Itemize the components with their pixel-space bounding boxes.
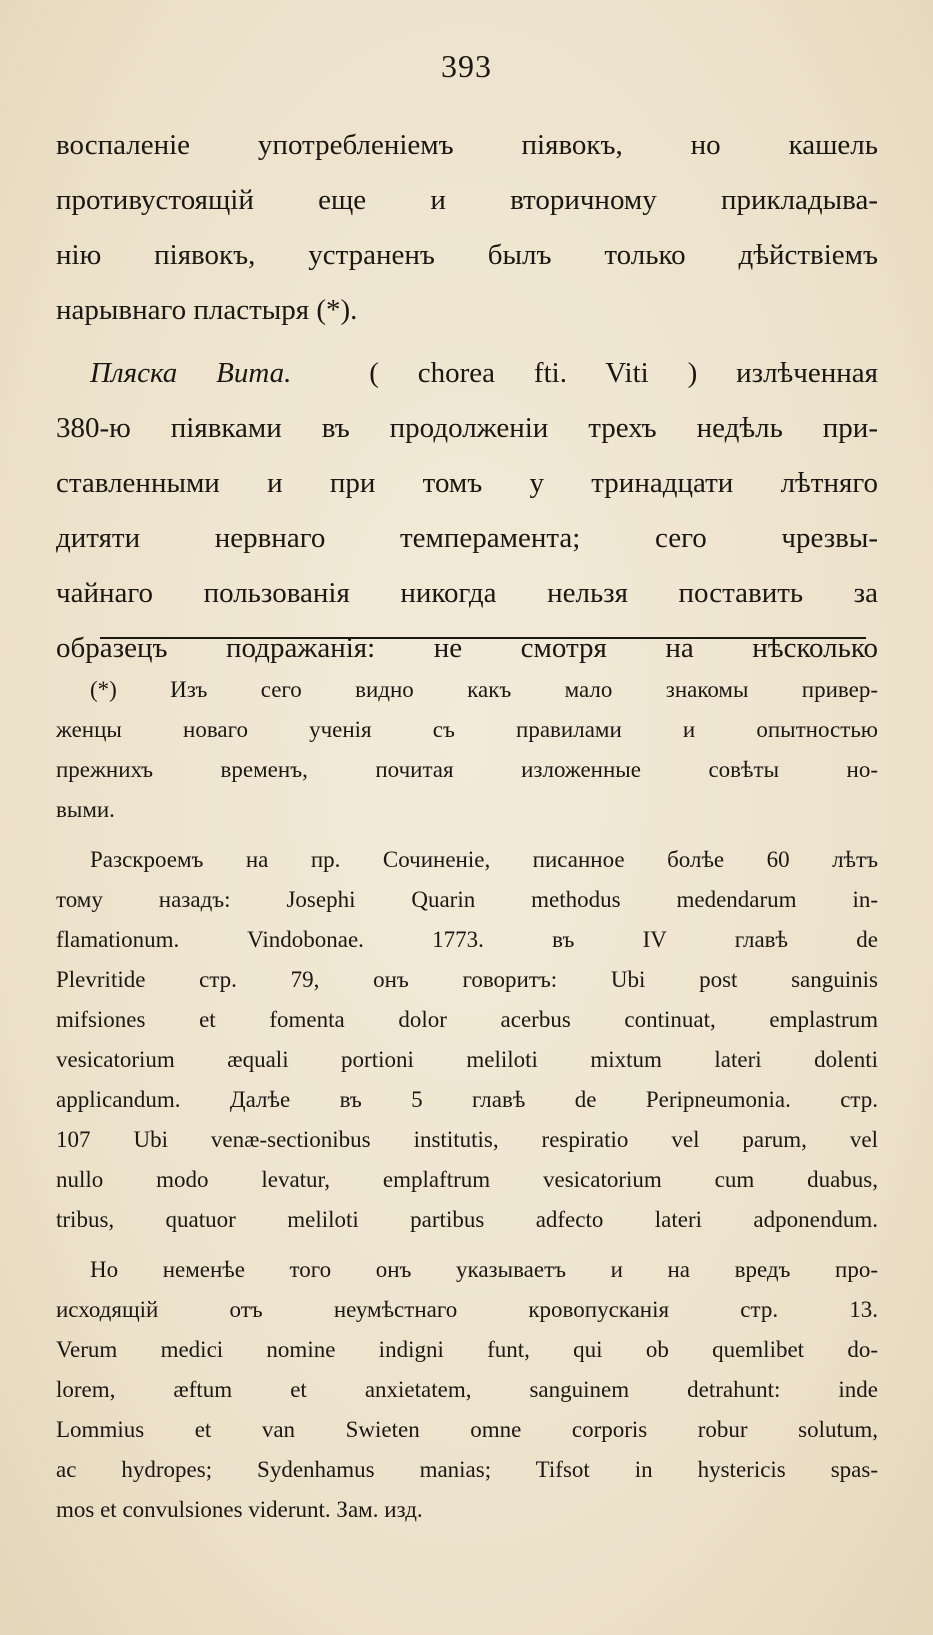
footnote-line: исходящій отъ неумѣстнаго кровопусканія стр. 13. — [56, 1297, 878, 1322]
footnote-line: Но неменѣе того онъ указываетъ и на вредъ про- — [90, 1257, 878, 1282]
text-line: дитяти нервнаго темперамента; сего чрезвы- — [56, 522, 878, 554]
paragraph-lead-line — [56, 346, 878, 401]
text-line: противустоящій еще и вторичному прикладыва- — [56, 184, 878, 216]
footnote-line: Разскроемъ на пр. Сочиненіе, писанное болѣе 60 лѣтъ — [90, 847, 878, 872]
text-line: ставленными и при томъ у тринадцати лѣтняго — [56, 467, 878, 499]
footnote-line: nullo modo levatur, emplaftrum vesicatorium cum duabus, — [56, 1167, 878, 1192]
footnote-line: выми. — [56, 797, 115, 822]
footnote-line: Verum medici nomine indigni funt, qui ob quemlibet do- — [56, 1337, 878, 1362]
footnote-line: ac hydropes; Sydenhamus manias; Tifsot in hystericis spas- — [56, 1457, 878, 1482]
footnote-line: 107 Ubi venæ-sectionibus institutis, respiratio vel parum, vel — [56, 1127, 878, 1152]
text-line: чайнаго пользованія никогда нельзя поставить за — [56, 577, 878, 609]
footnote-line: mos et convulsiones viderunt. Зам. изд. — [56, 1497, 423, 1522]
text-fragment: ( chorea fti. Viti ) излѣченная — [369, 357, 879, 389]
footnote-line: vesicatorium æquali portioni meliloti mixtum lateri dolenti — [56, 1047, 878, 1072]
footnote-line: applicandum. Далѣе въ 5 главѣ de Peripneumonia. стр. — [56, 1087, 878, 1112]
footnote-line: прежнихъ временъ, почитая изложенные совѣты но- — [56, 757, 878, 782]
footnote-line: flamationum. Vindobonae. 1773. въ IV главѣ de — [56, 927, 878, 952]
footnote-line: тому назадъ: Josephi Quarin methodus medendarum in- — [56, 887, 878, 912]
page-number: 393 — [441, 48, 492, 84]
text-line: образецъ подражанія: не смотря на нѣсколько — [56, 632, 878, 664]
footnote-line: женцы новаго ученія съ правилами и опытностью — [56, 717, 878, 742]
footnote-line: mifsiones et fomenta dolor acerbus continuat, emplastrum — [56, 1007, 878, 1032]
footnote-line: (*) Изъ сего видно какъ мало знакомы привер- — [90, 677, 878, 702]
main-text — [56, 118, 878, 676]
footnote-line: Plevritide стр. 79, онъ говоритъ: Ubi post sanguinis — [56, 967, 878, 992]
text-line: воспаленіе употребленіемъ піявокъ, но кашель — [56, 129, 878, 161]
section-heading-italic: Пляска Вита. — [90, 357, 292, 389]
footnote-line: lorem, æftum et anxietatem, sanguinem detrahunt: inde — [56, 1377, 878, 1402]
footnote-line: tribus, quatuor meliloti partibus adfecto lateri adponendum. — [56, 1207, 878, 1232]
footnote-divider — [100, 637, 866, 639]
footnote — [56, 670, 878, 1530]
footnote-line: Lommius et van Swieten omne corporis robur solutum, — [56, 1417, 878, 1442]
text-line: нію піявокъ, устраненъ былъ только дѣйствіемъ — [56, 239, 878, 271]
text-line: нарывнаго пластыря (*). — [56, 294, 358, 326]
text-line: 380-ю піявками въ продолженіи трехъ недѣль при- — [56, 412, 878, 444]
